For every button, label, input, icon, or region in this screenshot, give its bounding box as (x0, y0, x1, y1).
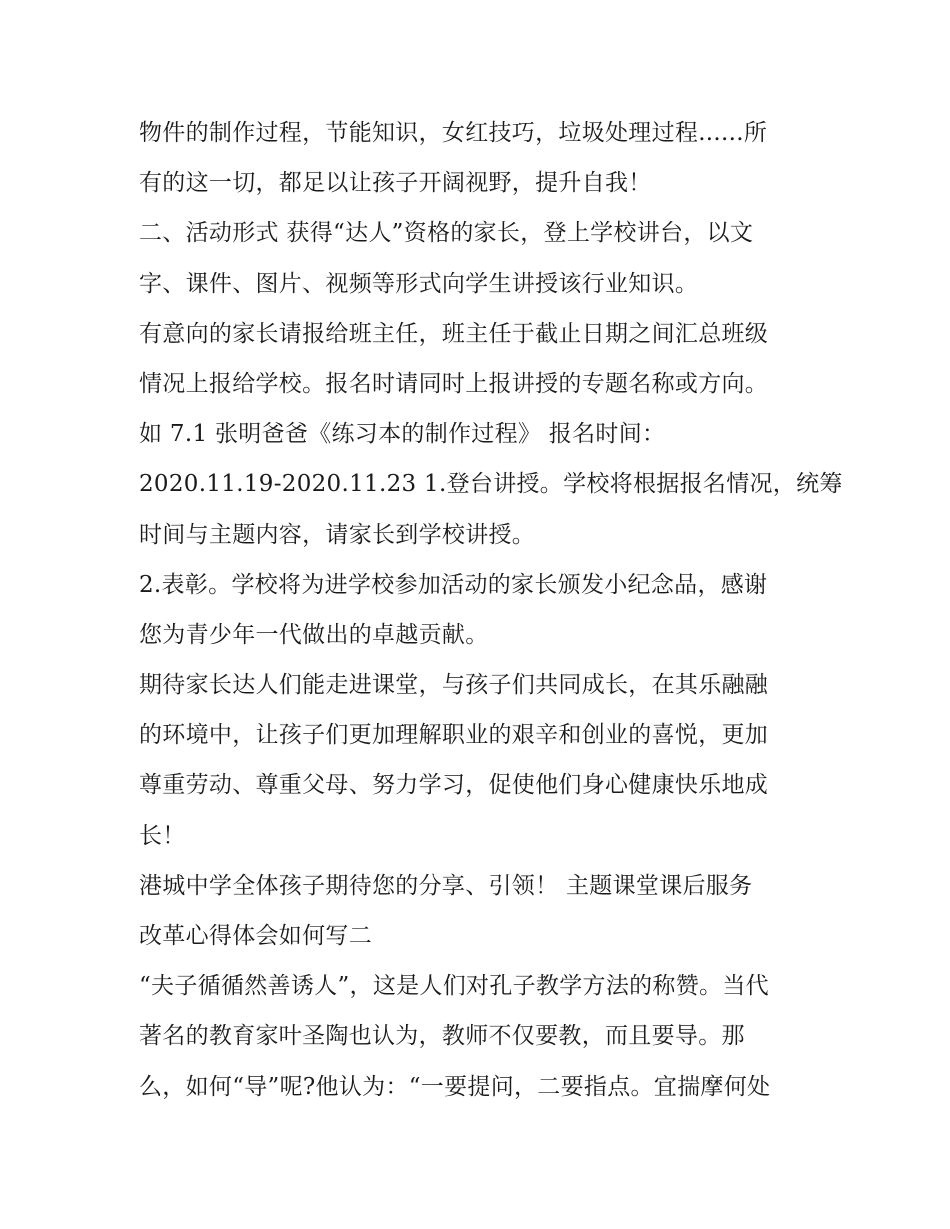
text-line: 情况上报给学校。报名时请同时上报讲授的专题名称或方向。 (139, 370, 769, 397)
text-line: 尊重劳动、尊重父母、努力学习，促使他们身心健康快乐地成 (139, 772, 769, 799)
text-line: 时间与主题内容，请家长到学校讲授。 (139, 521, 536, 548)
document-body (139, 108, 843, 1112)
text-line: 的环境中，让孩子们更加理解职业的艰辛和创业的喜悦，更加 (139, 722, 769, 749)
text-line: 2.表彰。学校将为进学校参加活动的家长颁发小纪念品，感谢 (139, 571, 768, 598)
text-line: 二、活动形式 获得“达人”资格的家长，登上学校讲台，以文 (139, 220, 754, 247)
text-line: 物件的制作过程，节能知识，女红技巧，垃圾处理过程......所 (139, 120, 768, 146)
text-line: 改革心得体会如何写二 (139, 923, 372, 949)
text-line: 期待家长达人们能走进课堂，与孩子们共同成长，在其乐融融 (139, 672, 769, 699)
text-line: 有意向的家长请报给班主任，班主任于截止日期之间汇总班级 (139, 320, 769, 347)
text-line: 么，如何“导”呢?他认为：“一要提问，二要指点。宜揣摩何处 (139, 1073, 771, 1100)
text-line: 2020.11.19-2020.11.23 1.登台讲授。学校将根据报名情况，统筹 (139, 471, 843, 498)
text-line: “夫子循循然善诱人”，这是人们对孔子教学方法的称赞。当代 (139, 973, 769, 1000)
text-line: 长！ (139, 822, 186, 849)
text-line: 港城中学全体孩子期待您的分享、引领！ 主题课堂课后服务 (139, 872, 753, 899)
text-line: 字、课件、图片、视频等形式向学生讲授该行业知识。 (139, 270, 699, 297)
text-line: 您为青少年一代做出的卓越贡献。 (139, 621, 489, 648)
text-line: 如 7.1 张明爸爸《练习本的制作过程》 报名时间： (139, 421, 666, 448)
text-line: 著名的教育家叶圣陶也认为，教师不仅要教，而且要导。那 (139, 1023, 745, 1050)
text-line: 有的这一切，都足以让孩子开阔视野，提升自我！ (139, 170, 652, 197)
